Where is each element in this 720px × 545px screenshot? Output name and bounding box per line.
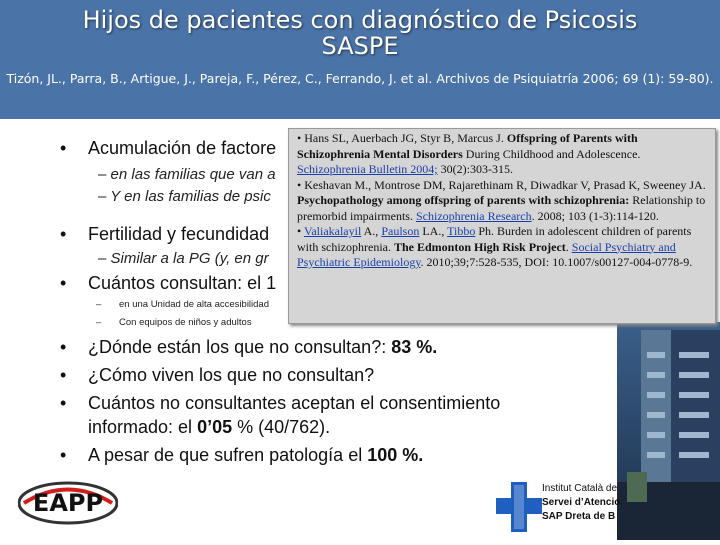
bullet-consent-line-1: Cuántos no consultantes aceptan el consentimiento <box>88 393 501 413</box>
bullet-marker: • <box>60 138 67 158</box>
bullet-pathology: A pesar de que sufren patología el 100 %. <box>88 445 424 465</box>
eapp-logo-text: EAPP <box>32 489 104 517</box>
sub-bullet-families-1: – en las familias que van a <box>98 166 276 183</box>
sub-bullet-teams: Con equipos de niños y adultos <box>119 317 252 328</box>
bullet-marker: • <box>60 365 67 385</box>
journal-link[interactable]: Schizophrenia Research <box>415 208 532 223</box>
sub-bullet-families-2: – Y en las familias de psic <box>98 188 271 205</box>
slide-header <box>0 0 720 119</box>
sub-bullet-unit: en una Unidad de alta accesibilidad <box>119 299 269 310</box>
sub-bullet-similar: – Similar a la PG (y, en gr <box>98 250 269 267</box>
bullet-fertility: Fertilidad y fecundidad <box>88 224 270 244</box>
references-box <box>288 128 716 324</box>
eapp-logo <box>18 478 118 528</box>
bullet-marker: • <box>60 273 67 293</box>
reference-keshavan: • Keshavan M., Montrose DM, Rajarethinam R, Diwadkar V, Prasad K, Sweeney JA. Psychopathology among offspring of parents with schizophrenia: Relationship to premorbid impairments. Schizophrenia Research. 2008; 103 (1-3):114-120. <box>297 177 706 223</box>
author-link[interactable]: Tibbo <box>447 224 476 238</box>
author-link[interactable]: Paulson <box>381 224 420 238</box>
title-line-1: Hijos de pacientes con diagnóstico de Psicosis <box>82 6 638 34</box>
bullet-marker: • <box>60 445 67 465</box>
bullet-how-live: ¿Cómo viven los que no consultan? <box>88 365 375 385</box>
journal-link[interactable]: Social Psychiatry and Psychiatric Epidemiology <box>297 239 676 269</box>
slide-title <box>0 7 720 59</box>
inst-line-1: Institut Català de <box>542 483 618 494</box>
reference-valiakalayil: • Valiakalayil A., Paulson LA., Tibbo Ph. Burden in adolescent children of parents with schizophrenia. The Edmonton High Risk Project. Social Psychiatry and Psychiatric Epidemiology. 2010;39;7:528-535, DOI: 10.1007/s00127-004-0778-9. <box>297 224 693 269</box>
title-line-2: SASPE <box>321 32 399 60</box>
bullet-consent-line-2: informado: el 0’05 % (40/762). <box>88 417 331 437</box>
author-link[interactable]: Valiakalayil <box>303 224 362 238</box>
bullet-marker: • <box>60 224 67 244</box>
bullet-how-many-consult: Cuántos consultan: el 1 <box>88 273 277 293</box>
journal-link[interactable]: Schizophrenia Bulletin 2004; <box>297 162 438 176</box>
bullet-marker: • <box>60 337 67 357</box>
reference-hans: • Hans SL, Auerbach JG, Styr B, Marcus J. Offspring of Parents with Schizophrenia Mental Disorders During Childhood and Adolescence. Schizophrenia Bulletin 2004; 30(2):303-315. <box>297 131 641 176</box>
inst-line-2: Servei d’Atencio <box>542 497 621 508</box>
bullet-marker: • <box>60 393 67 413</box>
inst-line-3: SAP Dreta de B <box>542 511 616 522</box>
citation-text: Tizón, JL., Parra, B., Artigue, J., Pareja, F., Pérez, C., Ferrando, J. et al. Archivos de Psiquiatría 2006; 69 (1): 59-80). <box>6 71 714 86</box>
bullet-accumulation: Acumulación de factore <box>88 138 277 158</box>
bullet-where-are: ¿Dónde están los que no consultan?: 83 %. <box>88 337 438 357</box>
dash-marker: – <box>96 317 102 328</box>
dash-marker: – <box>96 299 102 310</box>
institute-name <box>542 482 620 524</box>
